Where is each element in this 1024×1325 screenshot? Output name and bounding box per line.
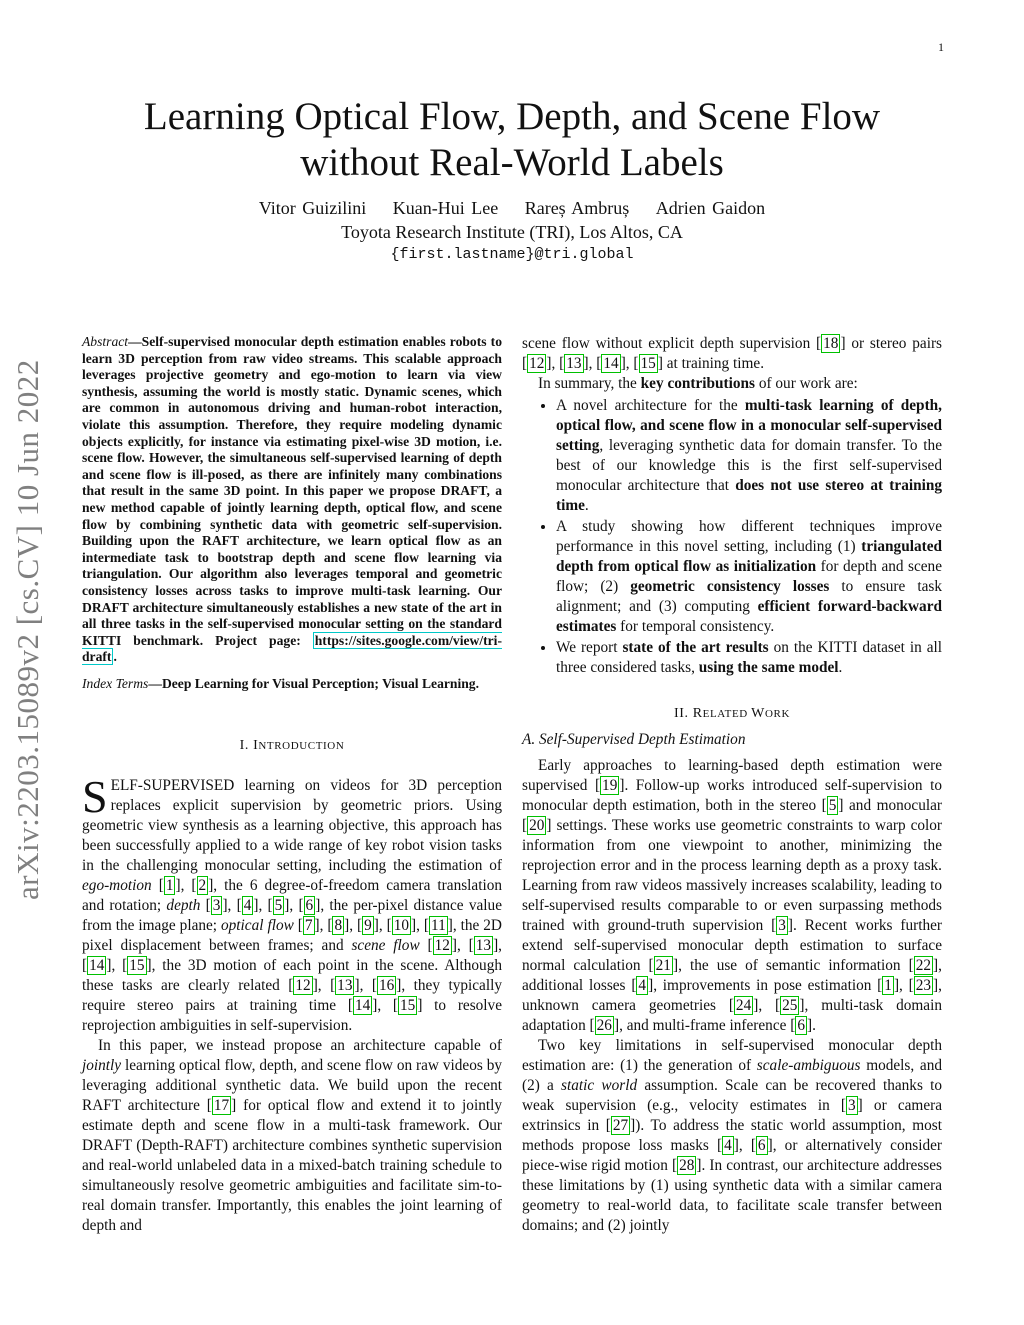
citation[interactable]: 26 xyxy=(596,1017,612,1034)
list-item xyxy=(556,517,942,637)
citation[interactable]: 18 xyxy=(823,335,839,352)
citation[interactable]: 28 xyxy=(679,1157,695,1174)
author: Kuan-Hui Lee xyxy=(392,198,499,218)
section-heading-introduction xyxy=(82,736,502,756)
term: scene flow xyxy=(351,937,420,955)
text: ELF-SUPERVISED learning on videos for 3D perception replaces explicit supervision by geometric priors. Using geometric view synthesis as a learning objective, this approach has been successfully applied to a wide range of key robot vision tasks in the challenging monocular setting, including the estimation of xyxy=(82,777,502,875)
citation[interactable]: 6 xyxy=(797,1017,805,1034)
citation[interactable]: 4 xyxy=(638,977,647,994)
text: , leveraging synthetic data for domain transfer. To the best of our knowledge this is the first self-supervised monocular architecture that xyxy=(556,437,942,494)
text: , the 2D pixel displacement between frames; and xyxy=(82,917,502,955)
citation[interactable]: 13 xyxy=(475,937,492,955)
text: . In contrast, our architecture addresses these limitations by (1) using synthetic data with a similar camera geometry to real-world data, to facilitate scale transfer between domains; and (2) jointly xyxy=(522,1157,942,1234)
text: In summary, the xyxy=(538,375,641,392)
citation[interactable]: 5 xyxy=(274,897,283,915)
section-number: I. xyxy=(239,738,254,754)
project-page-link[interactable]: https://sites.google.com/view/tri-draft xyxy=(82,632,502,665)
emphasis: key contributions xyxy=(640,375,755,392)
term: scale-ambiguous xyxy=(756,1057,861,1074)
arxiv-identifier: arXiv:2203.15089v2 [cs.CV] 10 Jun 2022 xyxy=(10,359,45,900)
term: optical flow xyxy=(221,917,294,935)
left-column xyxy=(82,334,502,1236)
citation[interactable]: 17 xyxy=(213,1097,230,1115)
section-initial: R xyxy=(692,706,703,721)
text: learning optical flow, depth, and scene flow on raw videos by leveraging additional synthetic data. We build upon the recent RAFT architecture xyxy=(82,1057,502,1115)
abstract-end: . xyxy=(113,649,117,665)
citation[interactable]: 6 xyxy=(305,897,314,915)
citation[interactable]: 13 xyxy=(337,977,353,995)
text: A study showing how different techniques improve performance in this novel setting, including (1) xyxy=(556,518,942,555)
text: . Recent works further extend self-supervised monocular depth estimation to surface normal calculation xyxy=(522,917,942,974)
citation[interactable]: 3 xyxy=(848,1097,856,1114)
text: , or alternatively consider piece-wise rigid motion xyxy=(522,1137,943,1174)
summary-paragraph xyxy=(522,374,942,394)
citation[interactable]: 4 xyxy=(243,897,252,915)
text: of our work are: xyxy=(755,375,858,392)
emphasis: geometric consistency losses xyxy=(630,578,830,595)
affiliation: Toyota Research Institute (TRI), Los Altos, CA xyxy=(341,222,683,242)
text: to resolve reprojection ambiguities in self-supervision. xyxy=(82,997,502,1035)
citation[interactable]: 11 xyxy=(431,917,446,935)
citation[interactable]: 25 xyxy=(782,997,798,1014)
text: . xyxy=(812,1017,816,1034)
emphasis: state of the art results xyxy=(622,639,769,656)
citation[interactable]: 1 xyxy=(884,977,892,994)
related-paragraph-1: Early approaches to learning-based depth estimation were supervised [ 19 ]. Follow-up works introduced self-supervision to monocular depth estimation, both in the stereo [ 5 ] and monocular [ 20 ] settings. These works use geometric constraints to warp color information from one viewpoint to another, minimizing the reprojection error and in the process learning depth as a proxy task. Learning from raw videos massively increases scalability, leading to self-supervised results comparable to or even surpassing methods trained with ground-truth supervision [ 3 ]. Recent works further extend self-supervised monocular depth estimation to surface normal calculation [ 21 ], the use of semantic information [ 22 ], additional losses [ 4 ], improvements in pose estimation [ 1 ], [ 23 ], unknown camera geometries [ 24 ], [ 25 ], multi-task domain adaptation [ 26 ], and multi-frame inference [ 6 ]. xyxy=(522,757,943,1034)
section-initial: I xyxy=(253,738,259,754)
text: assumption. Scale can be recovered thanks to weak supervision (e.g., velocity estimates in xyxy=(522,1077,942,1114)
citation[interactable]: 10 xyxy=(393,917,410,935)
citation[interactable]: 16 xyxy=(378,977,395,995)
citation[interactable]: 19 xyxy=(602,777,618,794)
citation[interactable]: 7 xyxy=(304,917,313,935)
intro-paragraph-1: SELF-SUPERVISED learning on videos for 3D perception replaces explicit supervision by geometric priors. Using geometric view synthesis as a learning objective, this approach has been successfully applied to a wide range of key robot vision tasks in the challenging monocular setting, including the estimation of ego-motion [ 1 ], [ 2 ], the 6 degree-of-freedom camera translation and rotation; depth [ 3 ], [ 4 ], [ 5 ], [ 6 ], the per-pixel distance value from the image plane; optical flow [ 7 ], [ 8 ], [ 9 ], [ 10 ], [ 11 ], the 2D pixel displacement between frames; and scene flow [ 12 ], [ 13 ], [ 14 ], [ 15 ], the 3D motion of each point in the scene. Although these tasks are clearly related [ 12 ], [ 13 ], [ 16 ], they typically require stereo pairs at training time [ 14 ], [ 15 ] to resolve reprojection ambiguities in self-supervision. xyxy=(82,771,503,1035)
text: , unknown camera geometries xyxy=(522,977,942,1014)
text: , they typically require stereo pairs at training time xyxy=(82,977,502,1015)
text: on the KITTI dataset in all three considered tasks, xyxy=(556,639,942,676)
section-rest: NTRODUCTION xyxy=(258,740,345,753)
citation[interactable]: 6 xyxy=(757,1137,766,1154)
emphasis: efficient forward-backward estimates xyxy=(556,598,942,635)
abstract-label: Abstract xyxy=(82,334,129,349)
text: , the per-pixel distance value from the image plane; xyxy=(82,897,502,935)
text: or stereo pairs xyxy=(845,335,942,352)
citation[interactable]: 21 xyxy=(655,957,671,974)
index-terms xyxy=(82,676,502,693)
text: for optical flow and extend it to jointly estimate depth and scene flow in a multi-task framework. Our DRAFT (Depth-RAFT) architecture combines synthetic supervision and real-world unlabeled data in a mixed-batch training schedule to simultaneously resolve geometric ambiguities and facilitate sim-to-real domain transfer. Importantly, this enables the joint learning of depth and xyxy=(82,1097,502,1235)
citation[interactable]: 9 xyxy=(364,917,372,935)
text: In this paper, we instead propose an architecture capable of xyxy=(98,1037,502,1055)
section-initial: W xyxy=(751,706,765,721)
citation[interactable]: 14 xyxy=(89,957,105,975)
related-paragraph-2: Two key limitations in self-supervised monocular depth estimation are: (1) the generation of scale-ambiguous models, and (2) a static world assumption. Scale can be recovered thanks to weak supervision (e.g., velocity estimates in [ 3 ] or camera extrinsics in [ 27 ]). To address the static world assumption, most methods propose loss masks [ 4 ], [ 6 ], or alternatively consider piece-wise rigid motion [ 28 ]. In contrast, our architecture addresses these limitations by (1) using synthetic data with a similar camera geometry to real-world data, to facilitate scale transfer between domains; and (2) jointly xyxy=(522,1037,943,1234)
text: to ensure task alignment; and (3) computing xyxy=(556,578,942,615)
section-heading-related-work xyxy=(522,704,942,724)
citation[interactable]: 23 xyxy=(915,977,932,994)
citation[interactable]: 27 xyxy=(612,1117,629,1134)
citation[interactable]: 15 xyxy=(640,355,656,372)
text: Early approaches to learning-based depth estimation were supervised xyxy=(522,757,942,794)
term: jointly xyxy=(82,1057,122,1075)
author-list xyxy=(0,198,1024,219)
section-rest: ORK xyxy=(764,708,791,720)
citation[interactable]: 12 xyxy=(295,977,311,995)
text: . xyxy=(838,659,843,676)
text: We report xyxy=(556,639,623,656)
page-number: 1 xyxy=(938,40,944,54)
paper-title xyxy=(0,94,1024,186)
citation[interactable]: 13 xyxy=(566,355,582,372)
citation[interactable]: 1 xyxy=(165,877,174,895)
text: , the 3D motion of each point in the scene. Although these tasks are clearly related xyxy=(82,957,502,995)
citation[interactable]: 8 xyxy=(334,917,343,935)
text: , the use of semantic information xyxy=(678,957,909,974)
text: for temporal consistency. xyxy=(616,618,775,635)
citation[interactable]: 3 xyxy=(778,917,786,934)
citation[interactable]: 24 xyxy=(735,997,752,1014)
text: , and multi-frame inference xyxy=(619,1017,791,1034)
citation[interactable]: 22 xyxy=(915,957,932,974)
citation[interactable]: 15 xyxy=(400,997,416,1015)
right-column xyxy=(522,334,942,1236)
text: . xyxy=(584,497,589,514)
citation[interactable]: 12 xyxy=(529,355,545,372)
citation[interactable]: 14 xyxy=(603,355,619,372)
author: Vitor Guizilini xyxy=(258,198,367,218)
list-item xyxy=(556,638,942,678)
term: ego-motion xyxy=(82,877,152,895)
citation[interactable]: 12 xyxy=(434,937,450,955)
text: scene flow without explicit depth supervision xyxy=(522,335,817,352)
text: , improvements in pose estimation xyxy=(653,977,878,994)
text: ). To address the static world assumption, most methods propose loss masks xyxy=(522,1117,942,1154)
text: for depth and scene flow; (2) xyxy=(556,558,942,595)
citation[interactable]: 2 xyxy=(198,877,207,895)
emphasis: triangulated depth from optical flow as initialization xyxy=(556,538,942,575)
term: static world xyxy=(561,1077,638,1094)
text: , additional losses xyxy=(522,957,942,994)
citation[interactable]: 3 xyxy=(212,897,221,915)
subsection-heading: A. Self-Supervised Depth Estimation xyxy=(522,731,746,748)
contributions-list xyxy=(522,396,942,678)
text: A novel architecture for the xyxy=(556,397,745,414)
emphasis: using the same model xyxy=(698,659,839,676)
citation[interactable]: 20 xyxy=(529,817,545,834)
section-number: II. xyxy=(673,706,693,721)
citation[interactable]: 15 xyxy=(129,957,145,975)
emphasis: does not use stereo at training time xyxy=(556,477,942,514)
section-rest: ELATED xyxy=(702,708,752,720)
text: and monocular xyxy=(843,797,943,814)
author: Adrien Gaidon xyxy=(655,198,766,218)
citation[interactable]: 5 xyxy=(828,797,837,814)
list-item xyxy=(556,396,942,516)
abstract-text: —Self-supervised monocular depth estimation enables robots to learn 3D perception from raw video streams. This scalable approach leverages projective geometry and ego-motion to learn via view synthesis, assuming the world is mostly static. Dynamic scenes, which are common in autonomous driving and human-robot interaction, violate this assumption. Therefore, they require modeling dynamic objects explicitly, for instance via estimating pixel-wise 3D motion, i.e. scene flow. However, the simultaneous self-supervised learning of depth and scene flow is ill-posed, as there are infinitely many combinations that result in the same 3D point. In this paper we propose DRAFT, a new method capable of jointly learning depth, optical flow, and scene flow by combining synthetic data with geometric self-supervision. Building upon the RAFT architecture, we learn optical flow as an intermediate task to bootstrap depth and scene flow learning via triangulation. Our algorithm also leverages temporal and geometric consistency losses across tasks to improve multi-task learning. Our DRAFT architecture simultaneously establishes a new state of the art in all three tasks in the self-supervised monocular setting on the standard KITTI benchmark. Project page: xyxy=(82,334,502,648)
text: , the 6 degree-of-freedom camera translation and rotation; xyxy=(82,877,503,915)
text: models, and (2) a xyxy=(522,1057,943,1094)
text: Two key limitations in self-supervised monocular depth estimation are: (1) the generation of xyxy=(522,1037,942,1074)
term: depth xyxy=(166,897,201,915)
index-terms-text: —Deep Learning for Visual Perception; Visual Learning. xyxy=(148,675,480,691)
text: , multi-task domain adaptation xyxy=(522,997,942,1034)
abstract xyxy=(82,334,502,666)
text: or camera extrinsics in xyxy=(522,1097,942,1134)
author: Rareș Ambruș xyxy=(524,198,630,218)
intro-paragraph-2: In this paper, we instead propose an architecture capable of jointly learning optical flow, depth, and scene flow on raw videos by leveraging additional synthetic data. We build upon the recent RAFT architecture [ 17 ] for optical flow and extend it to jointly estimate depth and scene flow in a multi-task framework. Our DRAFT (Depth-RAFT) architecture combines synthetic supervision and real-world unlabeled data in a mixed-batch training schedule to simultaneously resolve geometric ambiguities and facilitate sim-to-real domain transfer. Importantly, this enables the joint learning of depth and xyxy=(82,1037,502,1235)
index-terms-label: Index Terms xyxy=(82,675,149,691)
title-text: Learning Optical Flow, Depth, and Scene Flow without Real-World Labels xyxy=(143,95,881,184)
emphasis: multi-task learning of depth, optical flow, and scene flow in a monocular self-supervised setting xyxy=(556,397,942,454)
citation[interactable]: 4 xyxy=(724,1137,732,1154)
text: settings. These works use geometric constraints to warp color information from one viewpoint to another, minimizing the reprojection error and in the process learning depth as a proxy task. Learning from raw videos massively increases scalability, leading to self-supervised results comparable to or even surpassing methods trained with ground-truth supervision xyxy=(522,817,942,934)
text: . Follow-up works introduced self-supervision to monocular depth estimation, both in the stereo xyxy=(522,777,942,814)
continued-paragraph: scene flow without explicit depth supervision [ 18 ] or stereo pairs [ 12 ], [ 13 ], [ 14 ], [ 15 ] at training time. xyxy=(522,335,942,372)
citation[interactable]: 14 xyxy=(354,997,371,1015)
drop-cap: S xyxy=(82,771,108,823)
text: at training time. xyxy=(662,355,765,372)
email: {first.lastname}@tri.global xyxy=(390,246,634,263)
